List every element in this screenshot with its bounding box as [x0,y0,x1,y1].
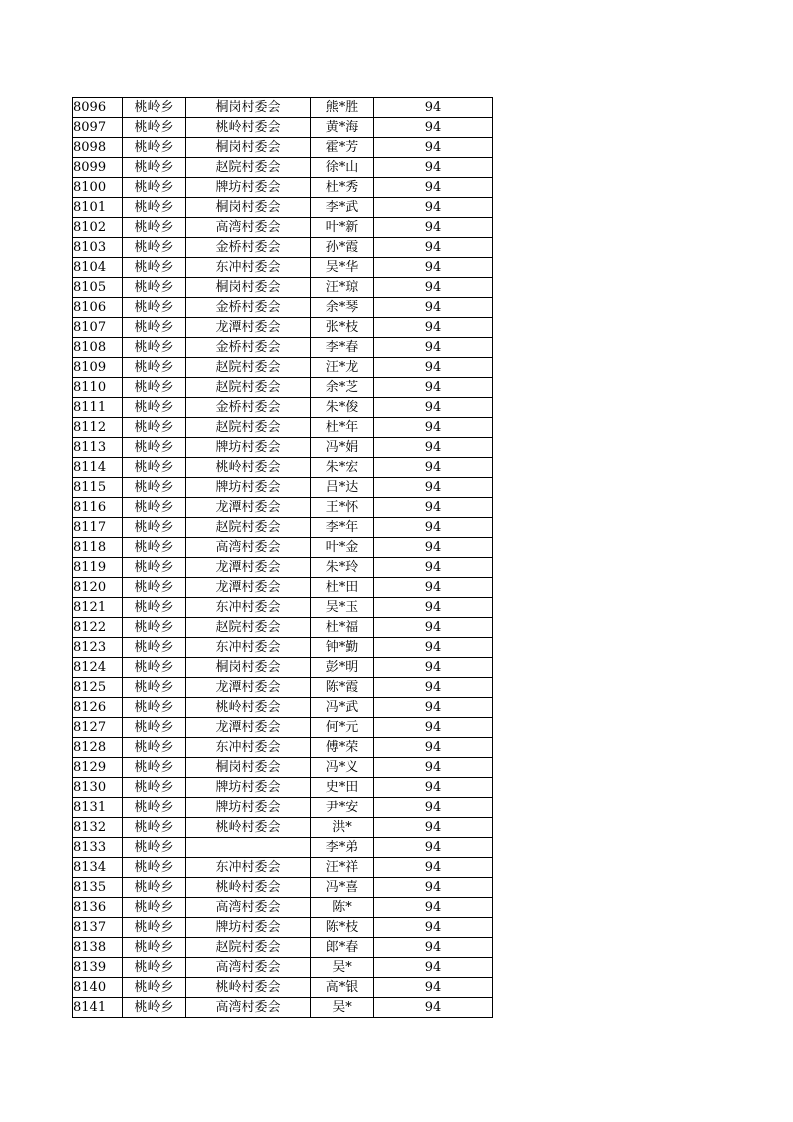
village-cell: 桃岭村委会 [186,818,311,838]
town-cell: 桃岭乡 [123,618,186,638]
table-row [73,198,493,218]
table-row [73,818,493,838]
town-cell: 桃岭乡 [123,398,186,418]
score-cell: 94 [374,778,493,798]
record-id-cell: 8107 [73,318,123,338]
person-name-cell: 余*芝 [311,378,374,398]
score-cell: 94 [374,458,493,478]
town-cell: 桃岭乡 [123,798,186,818]
score-cell: 94 [374,958,493,978]
record-id-cell: 8133 [73,838,123,858]
record-id-cell: 8108 [73,338,123,358]
village-cell: 龙潭村委会 [186,318,311,338]
town-cell: 桃岭乡 [123,378,186,398]
village-cell: 牌坊村委会 [186,798,311,818]
record-id-cell: 8114 [73,458,123,478]
table-row [73,758,493,778]
person-name-cell: 冯*喜 [311,878,374,898]
table-row [73,518,493,538]
village-cell: 东冲村委会 [186,738,311,758]
person-name-cell: 陈*霞 [311,678,374,698]
record-id-cell: 8128 [73,738,123,758]
town-cell: 桃岭乡 [123,758,186,778]
table-row [73,978,493,998]
town-cell: 桃岭乡 [123,298,186,318]
person-name-cell: 朱*宏 [311,458,374,478]
record-id-cell: 8129 [73,758,123,778]
table-row [73,498,493,518]
town-cell: 桃岭乡 [123,858,186,878]
table-row [73,718,493,738]
table-row [73,218,493,238]
person-name-cell: 郎*春 [311,938,374,958]
table-row [73,398,493,418]
village-cell [186,838,311,858]
table-row [73,278,493,298]
village-cell: 龙潭村委会 [186,678,311,698]
village-cell: 桃岭村委会 [186,118,311,138]
town-cell: 桃岭乡 [123,438,186,458]
table-row [73,578,493,598]
village-cell: 龙潭村委会 [186,718,311,738]
table-row [73,738,493,758]
person-name-cell: 李*春 [311,338,374,358]
record-id-cell: 8111 [73,398,123,418]
village-cell: 龙潭村委会 [186,498,311,518]
town-cell: 桃岭乡 [123,678,186,698]
score-cell: 94 [374,938,493,958]
record-id-cell: 8099 [73,158,123,178]
village-cell: 牌坊村委会 [186,918,311,938]
table-row [73,798,493,818]
person-name-cell: 吕*达 [311,478,374,498]
town-cell: 桃岭乡 [123,878,186,898]
score-cell: 94 [374,438,493,458]
town-cell: 桃岭乡 [123,518,186,538]
score-cell: 94 [374,278,493,298]
record-id-cell: 8115 [73,478,123,498]
town-cell: 桃岭乡 [123,658,186,678]
town-cell: 桃岭乡 [123,738,186,758]
town-cell: 桃岭乡 [123,938,186,958]
town-cell: 桃岭乡 [123,698,186,718]
table-row [73,478,493,498]
person-name-cell: 张*枝 [311,318,374,338]
table-row [73,438,493,458]
village-cell: 东冲村委会 [186,258,311,278]
table-row [73,98,493,118]
score-cell: 94 [374,318,493,338]
record-id-cell: 8109 [73,358,123,378]
score-cell: 94 [374,238,493,258]
village-cell: 牌坊村委会 [186,478,311,498]
village-cell: 金桥村委会 [186,398,311,418]
table-row [73,378,493,398]
record-id-cell: 8100 [73,178,123,198]
record-id-cell: 8117 [73,518,123,538]
record-id-cell: 8096 [73,98,123,118]
score-cell: 94 [374,298,493,318]
person-name-cell: 陈* [311,898,374,918]
village-cell: 赵院村委会 [186,418,311,438]
person-name-cell: 尹*安 [311,798,374,818]
village-cell: 赵院村委会 [186,158,311,178]
town-cell: 桃岭乡 [123,918,186,938]
score-cell: 94 [374,398,493,418]
town-cell: 桃岭乡 [123,238,186,258]
person-name-cell: 高*银 [311,978,374,998]
score-cell: 94 [374,378,493,398]
town-cell: 桃岭乡 [123,118,186,138]
score-cell: 94 [374,218,493,238]
score-cell: 94 [374,338,493,358]
record-id-cell: 8103 [73,238,123,258]
town-cell: 桃岭乡 [123,158,186,178]
table-row [73,858,493,878]
person-name-cell: 冯*义 [311,758,374,778]
village-cell: 桐岗村委会 [186,198,311,218]
town-cell: 桃岭乡 [123,718,186,738]
village-cell: 桃岭村委会 [186,698,311,718]
person-name-cell: 吴* [311,958,374,978]
person-name-cell: 汪*祥 [311,858,374,878]
record-id-cell: 8138 [73,938,123,958]
table-row [73,698,493,718]
table-row [73,258,493,278]
record-id-cell: 8098 [73,138,123,158]
table-row [73,658,493,678]
record-id-cell: 8101 [73,198,123,218]
person-name-cell: 孙*霞 [311,238,374,258]
person-name-cell: 史*田 [311,778,374,798]
village-cell: 桐岗村委会 [186,278,311,298]
score-cell: 94 [374,198,493,218]
town-cell: 桃岭乡 [123,598,186,618]
score-cell: 94 [374,918,493,938]
records-table-body [73,98,493,1018]
table-row [73,178,493,198]
table-row [73,538,493,558]
village-cell: 龙潭村委会 [186,558,311,578]
person-name-cell: 冯*娟 [311,438,374,458]
person-name-cell: 傅*荣 [311,738,374,758]
town-cell: 桃岭乡 [123,538,186,558]
score-cell: 94 [374,858,493,878]
town-cell: 桃岭乡 [123,338,186,358]
person-name-cell: 吴*华 [311,258,374,278]
record-id-cell: 8127 [73,718,123,738]
village-cell: 高湾村委会 [186,898,311,918]
record-id-cell: 8104 [73,258,123,278]
score-cell: 94 [374,578,493,598]
record-id-cell: 8106 [73,298,123,318]
score-cell: 94 [374,118,493,138]
person-name-cell: 吴* [311,998,374,1018]
table-row [73,678,493,698]
record-id-cell: 8105 [73,278,123,298]
record-id-cell: 8137 [73,918,123,938]
town-cell: 桃岭乡 [123,278,186,298]
score-cell: 94 [374,518,493,538]
record-id-cell: 8131 [73,798,123,818]
record-id-cell: 8110 [73,378,123,398]
village-cell: 桃岭村委会 [186,458,311,478]
person-name-cell: 杜*田 [311,578,374,598]
table-row [73,598,493,618]
score-cell: 94 [374,718,493,738]
person-name-cell: 霍*芳 [311,138,374,158]
record-id-cell: 8123 [73,638,123,658]
person-name-cell: 何*元 [311,718,374,738]
person-name-cell: 杜*福 [311,618,374,638]
record-id-cell: 8135 [73,878,123,898]
person-name-cell: 陈*枝 [311,918,374,938]
score-cell: 94 [374,538,493,558]
score-cell: 94 [374,798,493,818]
table-row [73,458,493,478]
town-cell: 桃岭乡 [123,558,186,578]
person-name-cell: 冯*武 [311,698,374,718]
person-name-cell: 彭*明 [311,658,374,678]
village-cell: 赵院村委会 [186,618,311,638]
village-cell: 龙潭村委会 [186,578,311,598]
record-id-cell: 8122 [73,618,123,638]
record-id-cell: 8119 [73,558,123,578]
score-cell: 94 [374,738,493,758]
table-row [73,638,493,658]
record-id-cell: 8112 [73,418,123,438]
person-name-cell: 汪*琼 [311,278,374,298]
record-id-cell: 8140 [73,978,123,998]
table-row [73,158,493,178]
record-id-cell: 8113 [73,438,123,458]
village-cell: 金桥村委会 [186,298,311,318]
village-cell: 高湾村委会 [186,538,311,558]
score-cell: 94 [374,358,493,378]
record-id-cell: 8118 [73,538,123,558]
record-id-cell: 8126 [73,698,123,718]
record-id-cell: 8121 [73,598,123,618]
record-id-cell: 8136 [73,898,123,918]
score-cell: 94 [374,698,493,718]
village-cell: 赵院村委会 [186,938,311,958]
town-cell: 桃岭乡 [123,218,186,238]
village-cell: 桐岗村委会 [186,758,311,778]
record-id-cell: 8124 [73,658,123,678]
village-cell: 桐岗村委会 [186,98,311,118]
record-id-cell: 8125 [73,678,123,698]
person-name-cell: 叶*金 [311,538,374,558]
person-name-cell: 黄*海 [311,118,374,138]
score-cell: 94 [374,478,493,498]
village-cell: 赵院村委会 [186,378,311,398]
table-row [73,898,493,918]
town-cell: 桃岭乡 [123,198,186,218]
score-cell: 94 [374,498,493,518]
score-cell: 94 [374,178,493,198]
town-cell: 桃岭乡 [123,98,186,118]
town-cell: 桃岭乡 [123,998,186,1018]
score-cell: 94 [374,818,493,838]
score-cell: 94 [374,898,493,918]
table-row [73,878,493,898]
score-cell: 94 [374,98,493,118]
table-row [73,558,493,578]
town-cell: 桃岭乡 [123,958,186,978]
village-cell: 桐岗村委会 [186,658,311,678]
record-id-cell: 8132 [73,818,123,838]
village-cell: 桐岗村委会 [186,138,311,158]
town-cell: 桃岭乡 [123,178,186,198]
village-cell: 赵院村委会 [186,358,311,378]
record-id-cell: 8116 [73,498,123,518]
person-name-cell: 熊*胜 [311,98,374,118]
village-cell: 桃岭村委会 [186,978,311,998]
table-row [73,138,493,158]
person-name-cell: 吴*玉 [311,598,374,618]
village-cell: 牌坊村委会 [186,438,311,458]
records-table [72,97,493,1018]
village-cell: 赵院村委会 [186,518,311,538]
person-name-cell: 钟*勤 [311,638,374,658]
table-row [73,958,493,978]
score-cell: 94 [374,158,493,178]
village-cell: 牌坊村委会 [186,178,311,198]
town-cell: 桃岭乡 [123,638,186,658]
table-row [73,358,493,378]
town-cell: 桃岭乡 [123,458,186,478]
score-cell: 94 [374,598,493,618]
table-row [73,298,493,318]
village-cell: 金桥村委会 [186,238,311,258]
score-cell: 94 [374,998,493,1018]
town-cell: 桃岭乡 [123,318,186,338]
score-cell: 94 [374,258,493,278]
town-cell: 桃岭乡 [123,138,186,158]
table-row [73,318,493,338]
score-cell: 94 [374,758,493,778]
person-name-cell: 徐*山 [311,158,374,178]
town-cell: 桃岭乡 [123,818,186,838]
table-row [73,998,493,1018]
score-cell: 94 [374,838,493,858]
score-cell: 94 [374,678,493,698]
score-cell: 94 [374,418,493,438]
table-row [73,778,493,798]
score-cell: 94 [374,618,493,638]
village-cell: 牌坊村委会 [186,778,311,798]
person-name-cell: 李*武 [311,198,374,218]
table-row [73,838,493,858]
person-name-cell: 杜*年 [311,418,374,438]
village-cell: 高湾村委会 [186,998,311,1018]
village-cell: 桃岭村委会 [186,878,311,898]
person-name-cell: 王*怀 [311,498,374,518]
score-cell: 94 [374,138,493,158]
table-row [73,418,493,438]
person-name-cell: 李*年 [311,518,374,538]
score-cell: 94 [374,638,493,658]
table-row [73,118,493,138]
table-row [73,238,493,258]
village-cell: 金桥村委会 [186,338,311,358]
village-cell: 高湾村委会 [186,218,311,238]
table-row [73,618,493,638]
score-cell: 94 [374,658,493,678]
town-cell: 桃岭乡 [123,418,186,438]
town-cell: 桃岭乡 [123,778,186,798]
town-cell: 桃岭乡 [123,838,186,858]
record-id-cell: 8102 [73,218,123,238]
table-row [73,938,493,958]
village-cell: 东冲村委会 [186,858,311,878]
person-name-cell: 汪*龙 [311,358,374,378]
person-name-cell: 余*琴 [311,298,374,318]
town-cell: 桃岭乡 [123,498,186,518]
town-cell: 桃岭乡 [123,358,186,378]
score-cell: 94 [374,978,493,998]
person-name-cell: 杜*秀 [311,178,374,198]
person-name-cell: 李*弟 [311,838,374,858]
table-row [73,918,493,938]
record-id-cell: 8130 [73,778,123,798]
score-cell: 94 [374,558,493,578]
table-row [73,338,493,358]
record-id-cell: 8120 [73,578,123,598]
village-cell: 东冲村委会 [186,598,311,618]
person-name-cell: 朱*俊 [311,398,374,418]
score-cell: 94 [374,878,493,898]
record-id-cell: 8134 [73,858,123,878]
person-name-cell: 朱*玲 [311,558,374,578]
person-name-cell: 洪* [311,818,374,838]
town-cell: 桃岭乡 [123,578,186,598]
village-cell: 高湾村委会 [186,958,311,978]
record-id-cell: 8097 [73,118,123,138]
town-cell: 桃岭乡 [123,258,186,278]
town-cell: 桃岭乡 [123,978,186,998]
village-cell: 东冲村委会 [186,638,311,658]
record-id-cell: 8141 [73,998,123,1018]
record-id-cell: 8139 [73,958,123,978]
town-cell: 桃岭乡 [123,478,186,498]
town-cell: 桃岭乡 [123,898,186,918]
person-name-cell: 叶*新 [311,218,374,238]
